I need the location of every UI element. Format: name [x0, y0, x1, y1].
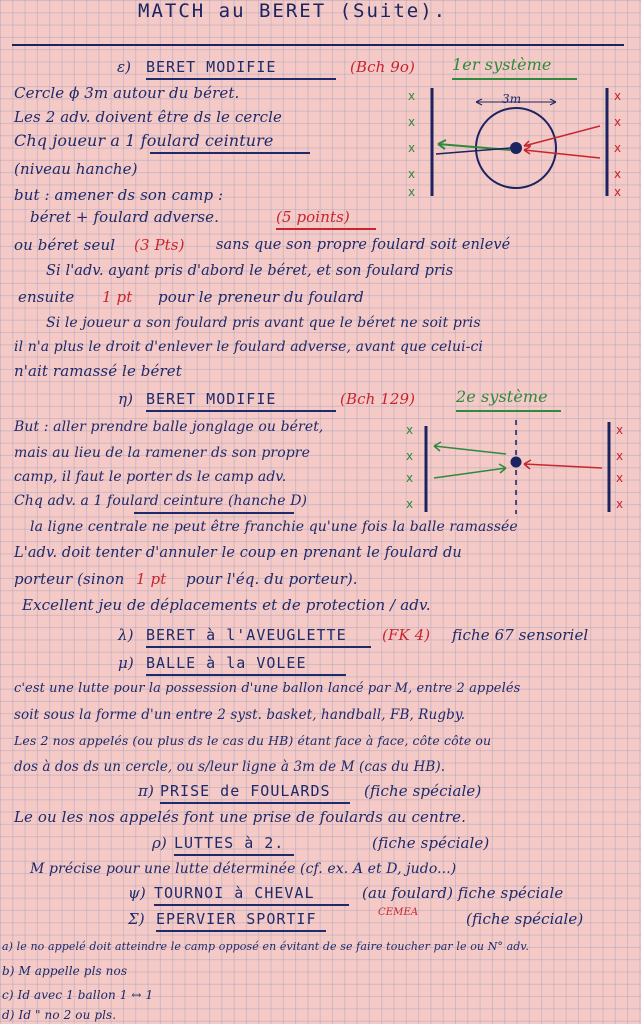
- section-e-marker: ε): [117, 58, 132, 76]
- section-lambda-marker: λ): [118, 626, 134, 644]
- green-arrow-top: [434, 446, 506, 454]
- section-sigma-tag: CEMEA: [378, 907, 419, 918]
- underline: [134, 512, 294, 514]
- section-pi-note: (fiche spéciale): [364, 782, 482, 800]
- section-mu-marker: μ): [118, 654, 134, 672]
- section-sigma-note: (fiche spéciale): [466, 910, 584, 928]
- section-lambda-heading: BERET à l'AVEUGLETTE: [146, 626, 347, 644]
- svg-text:x: x: [616, 423, 624, 437]
- section-sigma-heading: EPERVIER SPORTIF: [156, 910, 317, 928]
- section-sigma-marker: Σ): [128, 910, 145, 928]
- section-e-system-underline: [452, 78, 577, 80]
- text-line: d) Id " no 2 ou pls.: [2, 1008, 117, 1022]
- ball-dot: [511, 457, 522, 468]
- text-line: (niveau hanche): [14, 160, 138, 178]
- diagram-dim-label: 3m: [502, 92, 522, 106]
- text-line: ensuite: [18, 288, 75, 306]
- section-n-heading-underline: [146, 410, 336, 412]
- x-marks-left: [408, 89, 415, 199]
- text-line: b) M appelle pls nos: [2, 964, 128, 978]
- svg-text:x: x: [406, 423, 414, 437]
- page-title: MATCH au BERET (Suite).: [138, 0, 448, 22]
- section-n-heading: BERET MODIFIE: [146, 390, 277, 408]
- section-psi-marker: ψ): [128, 884, 146, 902]
- svg-text:x: x: [616, 497, 624, 511]
- svg-text:x: x: [408, 115, 416, 129]
- section-e-system: 1er système: [452, 55, 552, 74]
- text-line: L'adv. doit tenter d'annuler le coup en prenant le foulard du: [14, 545, 462, 561]
- points-badge: 1 pt: [136, 570, 167, 588]
- red-arrow-heads: [524, 141, 531, 154]
- text-line: M précise pour une lutte déterminée (cf. ex. A et D, judo...): [30, 861, 457, 877]
- svg-text:x: x: [406, 449, 414, 463]
- text-line: mais au lieu de la ramener ds son propre: [14, 445, 310, 461]
- red-arrow-bottom: [524, 464, 602, 468]
- text-line: Les 2 nos appelés (ou plus ds le cas du HB) étant face à face, côte côte ou: [14, 733, 492, 748]
- black-arrow: [436, 148, 510, 154]
- text-line: but : amener ds son camp :: [14, 186, 224, 204]
- svg-text:x: x: [406, 471, 414, 485]
- text-line: pour le preneur du foulard: [158, 288, 364, 306]
- section-psi-note: (au foulard) fiche spéciale: [362, 884, 564, 902]
- svg-text:x: x: [406, 497, 414, 511]
- x-marks-right: [616, 423, 623, 511]
- text-line: n'ait ramassé le béret: [14, 362, 182, 380]
- underline: [276, 228, 376, 230]
- svg-text:x: x: [408, 141, 416, 155]
- points-badge: (5 points): [276, 208, 350, 226]
- svg-text:x: x: [614, 167, 622, 181]
- section-rho-marker: ρ): [152, 834, 167, 852]
- underline: [146, 674, 346, 676]
- text-line: dos à dos ds un cercle, ou s/leur ligne à 3m de M (cas du HB).: [14, 759, 446, 775]
- underline: [160, 802, 350, 804]
- svg-text:x: x: [614, 89, 622, 103]
- points-badge: 1 pt: [102, 288, 133, 306]
- svg-text:x: x: [614, 115, 622, 129]
- underline: [156, 930, 326, 932]
- section-rho-note: (fiche spéciale): [372, 834, 490, 852]
- svg-text:x: x: [614, 185, 622, 199]
- text-line: Les 2 adv. doivent être ds le cercle: [14, 108, 282, 126]
- section-n-system-underline: [456, 410, 561, 412]
- section-mu-heading: BALLE à la VOLEE: [146, 654, 307, 672]
- text-line: camp, il faut le porter ds le camp adv.: [14, 469, 287, 485]
- svg-text:x: x: [616, 449, 624, 463]
- text-line: ou béret seul: [14, 236, 116, 254]
- svg-text:x: x: [408, 89, 416, 103]
- text-line: Excellent jeu de déplacements et de protection / adv.: [22, 596, 431, 614]
- beret-dot: [510, 142, 522, 154]
- section-lambda-ref: (FK 4): [382, 626, 431, 644]
- text-line: Chq adv. a 1 foulard ceinture (hanche D): [14, 493, 308, 509]
- red-arrow-1: [524, 126, 600, 146]
- section-e-heading: BERET MODIFIE: [146, 58, 277, 76]
- section-rho-heading: LUTTES à 2.: [174, 834, 285, 852]
- section-pi-marker: π): [138, 782, 154, 800]
- points-badge: (3 Pts): [134, 236, 185, 254]
- text-line: Si l'adv. ayant pris d'abord le béret, et son foulard pris: [46, 263, 454, 279]
- section-lambda-note: fiche 67 sensoriel: [452, 626, 589, 644]
- text-line: c) Id avec 1 ballon 1 ↔ 1: [2, 988, 154, 1002]
- section-n-system: 2e système: [456, 387, 548, 406]
- section-pi-heading: PRISE de FOULARDS: [160, 782, 331, 800]
- section-n-ref: (Bch 129): [340, 390, 416, 408]
- x-marks-left: [406, 423, 413, 511]
- text-line: la ligne centrale ne peut être franchie qu'une fois la balle ramassée: [30, 519, 518, 535]
- text-line: porteur (sinon: [14, 570, 125, 588]
- x-marks-right: [614, 89, 621, 199]
- svg-text:x: x: [408, 167, 416, 181]
- text-line: Chq joueur a 1 foulard ceinture: [14, 131, 274, 150]
- section-n-marker: η): [118, 390, 134, 408]
- section-psi-heading: TOURNOI à CHEVAL: [154, 884, 315, 902]
- text-line: pour l'éq. du porteur).: [186, 570, 358, 588]
- text-line: sans que son propre foulard soit enlevé: [216, 237, 511, 253]
- underline: [174, 854, 294, 856]
- green-arrow-bottom: [434, 468, 506, 478]
- text-line: il n'a plus le droit d'enlever le foulard adverse, avant que celui-ci: [14, 339, 484, 355]
- underline: [146, 646, 371, 648]
- text-line: soit sous la forme d'un entre 2 syst. basket, handball, FB, Rugby.: [14, 707, 466, 723]
- svg-text:x: x: [616, 471, 624, 485]
- text-line: Le ou les nos appelés font une prise de foulards au centre.: [14, 808, 466, 826]
- diagram-system-2: [400, 416, 630, 516]
- text-line: a) le no appelé doit atteindre le camp opposé en évitant de se faire toucher par le ou N° adv.: [2, 940, 530, 953]
- underline: [150, 152, 310, 154]
- red-arrow-2: [524, 150, 600, 158]
- text-line: Si le joueur a son foulard pris avant que le béret ne soit pris: [46, 315, 481, 331]
- svg-text:x: x: [614, 141, 622, 155]
- text-line: But : aller prendre balle jonglage ou béret,: [14, 419, 324, 435]
- text-line: béret + foulard adverse.: [30, 208, 219, 226]
- svg-text:x: x: [408, 185, 416, 199]
- section-e-ref: (Bch 9o): [350, 58, 415, 76]
- underline: [154, 904, 349, 906]
- title-rule: [12, 44, 624, 46]
- text-line: Cercle ϕ 3m autour du béret.: [14, 84, 240, 102]
- section-e-heading-underline: [146, 78, 336, 80]
- text-line: c'est une lutte pour la possession d'une ballon lancé par M, entre 2 appelés: [14, 681, 521, 696]
